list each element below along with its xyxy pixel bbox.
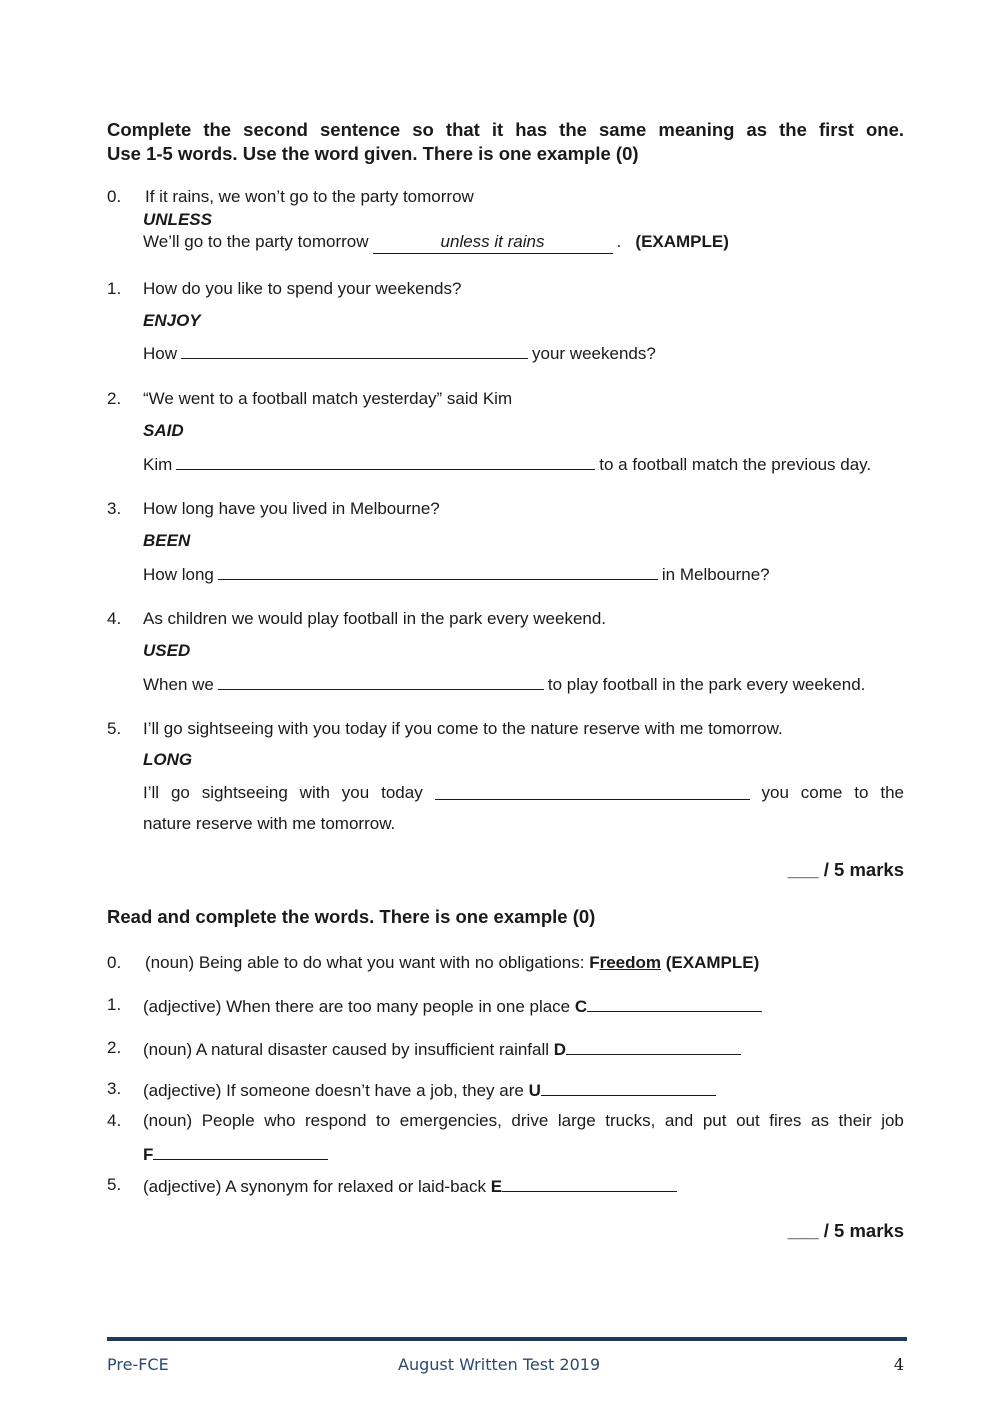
page-number: 4 bbox=[893, 1355, 904, 1374]
word-item1-blank[interactable] bbox=[587, 994, 762, 1012]
example-suffix: . bbox=[616, 232, 622, 251]
section1-instruction-line1: Complete the second sentence so that it has the same meaning as the first one. bbox=[107, 119, 904, 140]
item3-answer-blank[interactable] bbox=[218, 562, 658, 580]
example-keyword: UNLESS bbox=[143, 210, 212, 229]
section1-instruction-line2: Use 1-5 words. Use the word given. There is one example (0) bbox=[107, 143, 639, 164]
item1-answer-blank[interactable] bbox=[181, 341, 528, 359]
item4-keyword: USED bbox=[143, 641, 191, 660]
item5-word: I’ll bbox=[143, 783, 160, 802]
section1-marks: ___ / 5 marks bbox=[787, 859, 904, 880]
word-item3-blank[interactable] bbox=[541, 1078, 716, 1096]
word-item4-word: who bbox=[264, 1111, 296, 1130]
word-item2-clue: (noun) A natural disaster caused by insufficient rainfall bbox=[143, 1040, 550, 1059]
word-item4-word: fires bbox=[769, 1111, 802, 1130]
word-item5-letter: E bbox=[490, 1177, 503, 1196]
word-item4-word: (noun) bbox=[143, 1111, 193, 1130]
word-item4-word: job bbox=[881, 1111, 904, 1130]
item5-word: the bbox=[880, 783, 904, 802]
example-sentence: If it rains, we won’t go to the party tomorrow bbox=[145, 187, 474, 206]
item1-prefix: How bbox=[143, 344, 178, 363]
word-item5-number: 5. bbox=[107, 1175, 122, 1194]
example-answer-line bbox=[143, 231, 729, 254]
word-item2-number: 2. bbox=[107, 1038, 122, 1057]
item4-answer-line bbox=[143, 672, 865, 696]
item3-sentence: How long have you lived in Melbourne? bbox=[143, 499, 440, 518]
word-example-answer bbox=[589, 953, 661, 972]
item1-number: 1. bbox=[107, 279, 122, 298]
word-item2-letter: D bbox=[553, 1040, 567, 1059]
word-example-rest: reedom bbox=[599, 953, 661, 972]
word-item4-word: drive bbox=[511, 1111, 549, 1130]
word-item1-number: 1. bbox=[107, 995, 122, 1014]
item5-answer-blank[interactable] bbox=[435, 782, 750, 800]
word-item4-word: and bbox=[664, 1111, 694, 1130]
word-example-first-letter: F bbox=[589, 953, 600, 972]
word-item1-letter: C bbox=[574, 997, 588, 1016]
example-prefix: We’ll go to the party tomorrow bbox=[143, 232, 369, 251]
item4-answer-blank[interactable] bbox=[218, 672, 544, 690]
item5-continuation: nature reserve with me tomorrow. bbox=[143, 814, 396, 833]
item5-word: go bbox=[170, 783, 190, 802]
word-item4-word: their bbox=[838, 1111, 872, 1130]
item5-answer-line bbox=[143, 782, 904, 804]
item1-keyword: ENJOY bbox=[143, 311, 201, 330]
word-item4-word: trucks, bbox=[605, 1111, 656, 1130]
item4-sentence: As children we would play football in the park every weekend. bbox=[143, 609, 607, 628]
word-item4-word: large bbox=[557, 1111, 596, 1130]
item5-word: to bbox=[854, 783, 869, 802]
word-example-line bbox=[145, 952, 759, 974]
item5-word: today bbox=[381, 783, 423, 802]
word-item4-word: put bbox=[702, 1111, 727, 1130]
word-item3-line bbox=[143, 1078, 716, 1102]
item5-word: with bbox=[299, 783, 330, 802]
item4-prefix: When we bbox=[143, 675, 214, 694]
footer-course: Pre-FCE bbox=[107, 1355, 169, 1374]
item2-sentence: “We went to a football match yesterday” said Kim bbox=[143, 389, 513, 408]
item1-answer-line bbox=[143, 341, 656, 365]
word-item4-number: 4. bbox=[107, 1111, 122, 1130]
section2-marks: ___ / 5 marks bbox=[787, 1220, 904, 1241]
word-example-number: 0. bbox=[107, 953, 122, 972]
item2-answer-line bbox=[143, 452, 871, 476]
example-number: 0. bbox=[107, 187, 122, 206]
word-item4-word: as bbox=[810, 1111, 829, 1130]
footer-divider bbox=[107, 1337, 907, 1341]
word-example-tag: (EXAMPLE) bbox=[665, 953, 760, 972]
item5-word: sightseeing bbox=[201, 783, 288, 802]
item4-suffix: to play football in the park every weekend. bbox=[547, 675, 866, 694]
word-item2-line bbox=[143, 1037, 741, 1061]
item3-number: 3. bbox=[107, 499, 122, 518]
item5-keyword: LONG bbox=[143, 750, 193, 769]
footer-test-title: August Written Test 2019 bbox=[398, 1355, 601, 1374]
item5-word: you bbox=[761, 783, 789, 802]
word-item4-letter: F bbox=[143, 1145, 154, 1164]
word-item5-blank[interactable] bbox=[502, 1174, 677, 1192]
word-item5-clue: (adjective) A synonym for relaxed or laid-back bbox=[143, 1177, 486, 1196]
item4-number: 4. bbox=[107, 609, 122, 628]
item2-keyword: SAID bbox=[143, 421, 184, 440]
word-item2-blank[interactable] bbox=[566, 1037, 741, 1055]
example-answer: unless it rains bbox=[373, 231, 613, 254]
item1-suffix: your weekends? bbox=[532, 344, 656, 363]
word-item4-word: respond bbox=[305, 1111, 367, 1130]
item3-keyword: BEEN bbox=[143, 531, 191, 550]
item2-prefix: Kim bbox=[143, 455, 173, 474]
word-item3-letter: U bbox=[528, 1081, 541, 1100]
item2-number: 2. bbox=[107, 389, 122, 408]
word-example-clue: (noun) Being able to do what you want with no obligations: bbox=[145, 953, 585, 972]
word-item4-answer-line bbox=[143, 1142, 328, 1166]
item3-answer-line bbox=[143, 562, 770, 586]
item5-number: 5. bbox=[107, 719, 122, 738]
word-item4-blank[interactable] bbox=[153, 1142, 328, 1160]
word-item4-word: People bbox=[201, 1111, 255, 1130]
section2-instruction: Read and complete the words. There is one example (0) bbox=[107, 906, 596, 927]
item2-suffix: to a football match the previous day. bbox=[599, 455, 872, 474]
item3-prefix: How long bbox=[143, 565, 214, 584]
word-item1-line bbox=[143, 994, 762, 1018]
word-item1-clue: (adjective) When there are too many people in one place bbox=[143, 997, 571, 1016]
item5-sentence: I’ll go sightseeing with you today if you come to the nature reserve with me tomorrow. bbox=[143, 719, 783, 738]
item3-suffix: in Melbourne? bbox=[661, 565, 770, 584]
word-item5-line bbox=[143, 1174, 677, 1198]
item1-sentence: How do you like to spend your weekends? bbox=[143, 279, 462, 298]
item5-word: come bbox=[800, 783, 843, 802]
word-item4-word: emergencies, bbox=[399, 1111, 502, 1130]
item2-answer-blank[interactable] bbox=[176, 452, 595, 470]
word-item4-word: to bbox=[376, 1111, 391, 1130]
word-item4-word: out bbox=[736, 1111, 760, 1130]
word-item3-clue: (adjective) If someone doesn’t have a job, they are bbox=[143, 1081, 524, 1100]
example-tag: (EXAMPLE) bbox=[635, 232, 729, 251]
item5-word: you bbox=[341, 783, 370, 802]
word-item3-number: 3. bbox=[107, 1079, 122, 1098]
word-item4-clue bbox=[143, 1110, 904, 1132]
